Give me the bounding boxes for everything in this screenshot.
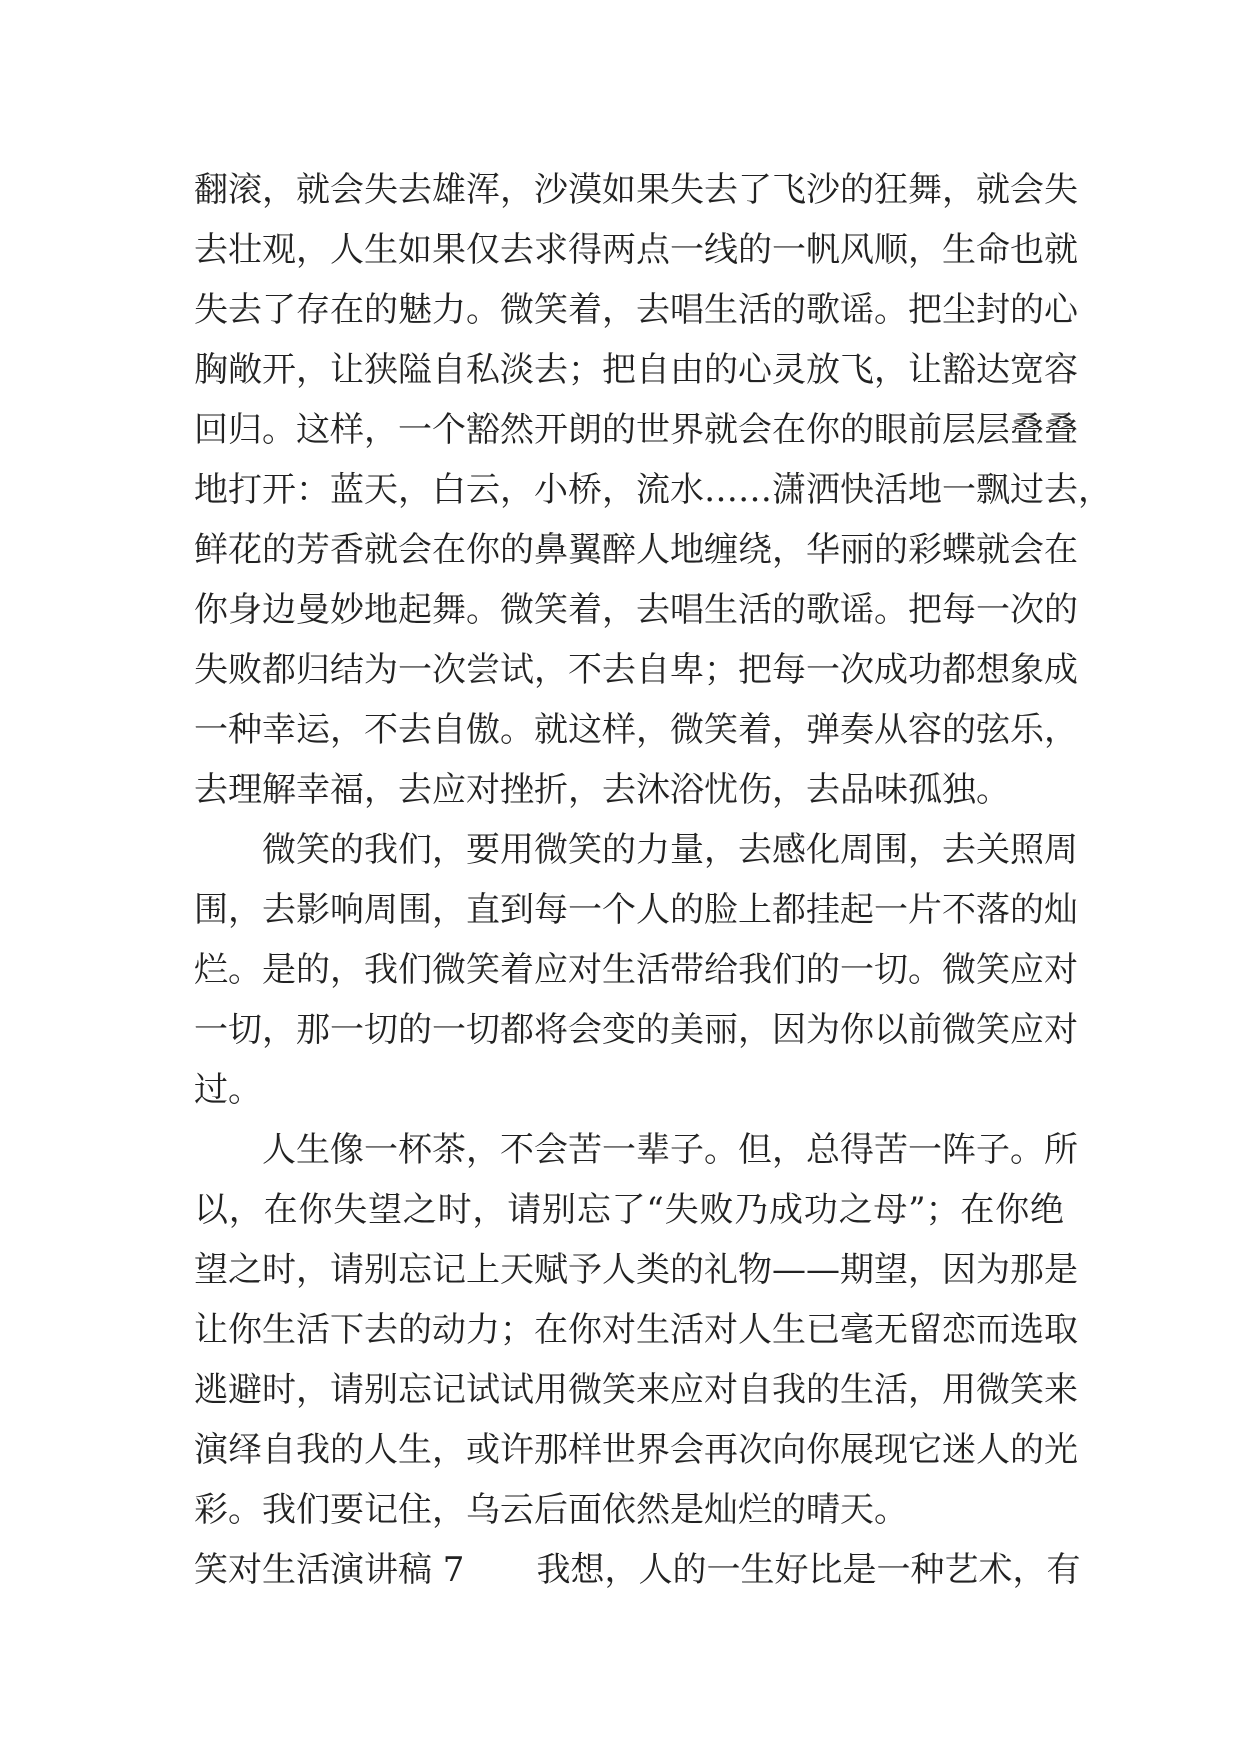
section-title: 笑对生活演讲稿 7 [194,1550,465,1590]
text-line: 地打开：蓝天，白云，小桥，流水……潇洒快活地一飘过去， [194,470,1112,510]
text-line: 围，去影响周围，直到每一个人的脸上都挂起一片不落的灿 [194,890,1078,930]
paragraph [194,1120,1078,1540]
text-line: 失去了存在的魅力。微笑着，去唱生活的歌谣。把尘封的心 [194,290,1078,330]
text-line: 让你生活下去的动力；在你对生活对人生已毫无留恋而选取 [194,1310,1078,1350]
text-line: 一切，那一切的一切都将会变的美丽，因为你以前微笑应对 [194,1010,1078,1050]
text-line: 以，在你失望之时，请别忘了“失败乃成功之母”；在你绝 [194,1190,1064,1230]
text-line: 过。 [194,1070,262,1110]
section-heading-row [194,1540,1081,1600]
text-line: 微笑的我们，要用微笑的力量，去感化周围，去关照周 [262,830,1078,870]
text-line: 去壮观，人生如果仅去求得两点一线的一帆风顺，生命也就 [194,230,1078,270]
text-line: 烂。是的，我们微笑着应对生活带给我们的一切。微笑应对 [194,950,1078,990]
text-line: 望之时，请别忘记上天赋予人类的礼物——期望，因为那是 [194,1250,1078,1290]
text-line: 人生像一杯茶，不会苦一辈子。但，总得苦一阵子。所 [262,1130,1078,1170]
text-line: 你身边曼妙地起舞。微笑着，去唱生活的歌谣。把每一次的 [194,590,1078,630]
document-body [194,160,1112,1600]
text-line: 失败都归结为一次尝试，不去自卑；把每一次成功都想象成 [194,650,1078,690]
text-line: 鲜花的芳香就会在你的鼻翼醉人地缠绕，华丽的彩蝶就会在 [194,530,1078,570]
paragraph-continuation [194,160,1112,820]
text-line: 演绎自我的人生，或许那样世界会再次向你展现它迷人的光 [194,1430,1078,1470]
text-line: 翻滚，就会失去雄浑，沙漠如果失去了飞沙的狂舞，就会失 [194,170,1078,210]
text-line: 逃避时，请别忘记试试用微笑来应对自我的生活，用微笑来 [194,1370,1078,1410]
paragraph [194,820,1078,1120]
text-line: 彩。我们要记住，乌云后面依然是灿烂的晴天。 [194,1490,908,1530]
text-line: 一种幸运，不去自傲。就这样，微笑着，弹奏从容的弦乐， [194,710,1078,750]
text-line: 胸敞开，让狭隘自私淡去；把自由的心灵放飞，让豁达宽容 [194,350,1078,390]
text-line: 去理解幸福，去应对挫折，去沐浴忧伤，去品味孤独。 [194,770,1010,810]
text-line: 我想，人的一生好比是一种艺术，有 [536,1550,1081,1590]
text-line: 回归。这样，一个豁然开朗的世界就会在你的眼前层层叠叠 [194,410,1078,450]
